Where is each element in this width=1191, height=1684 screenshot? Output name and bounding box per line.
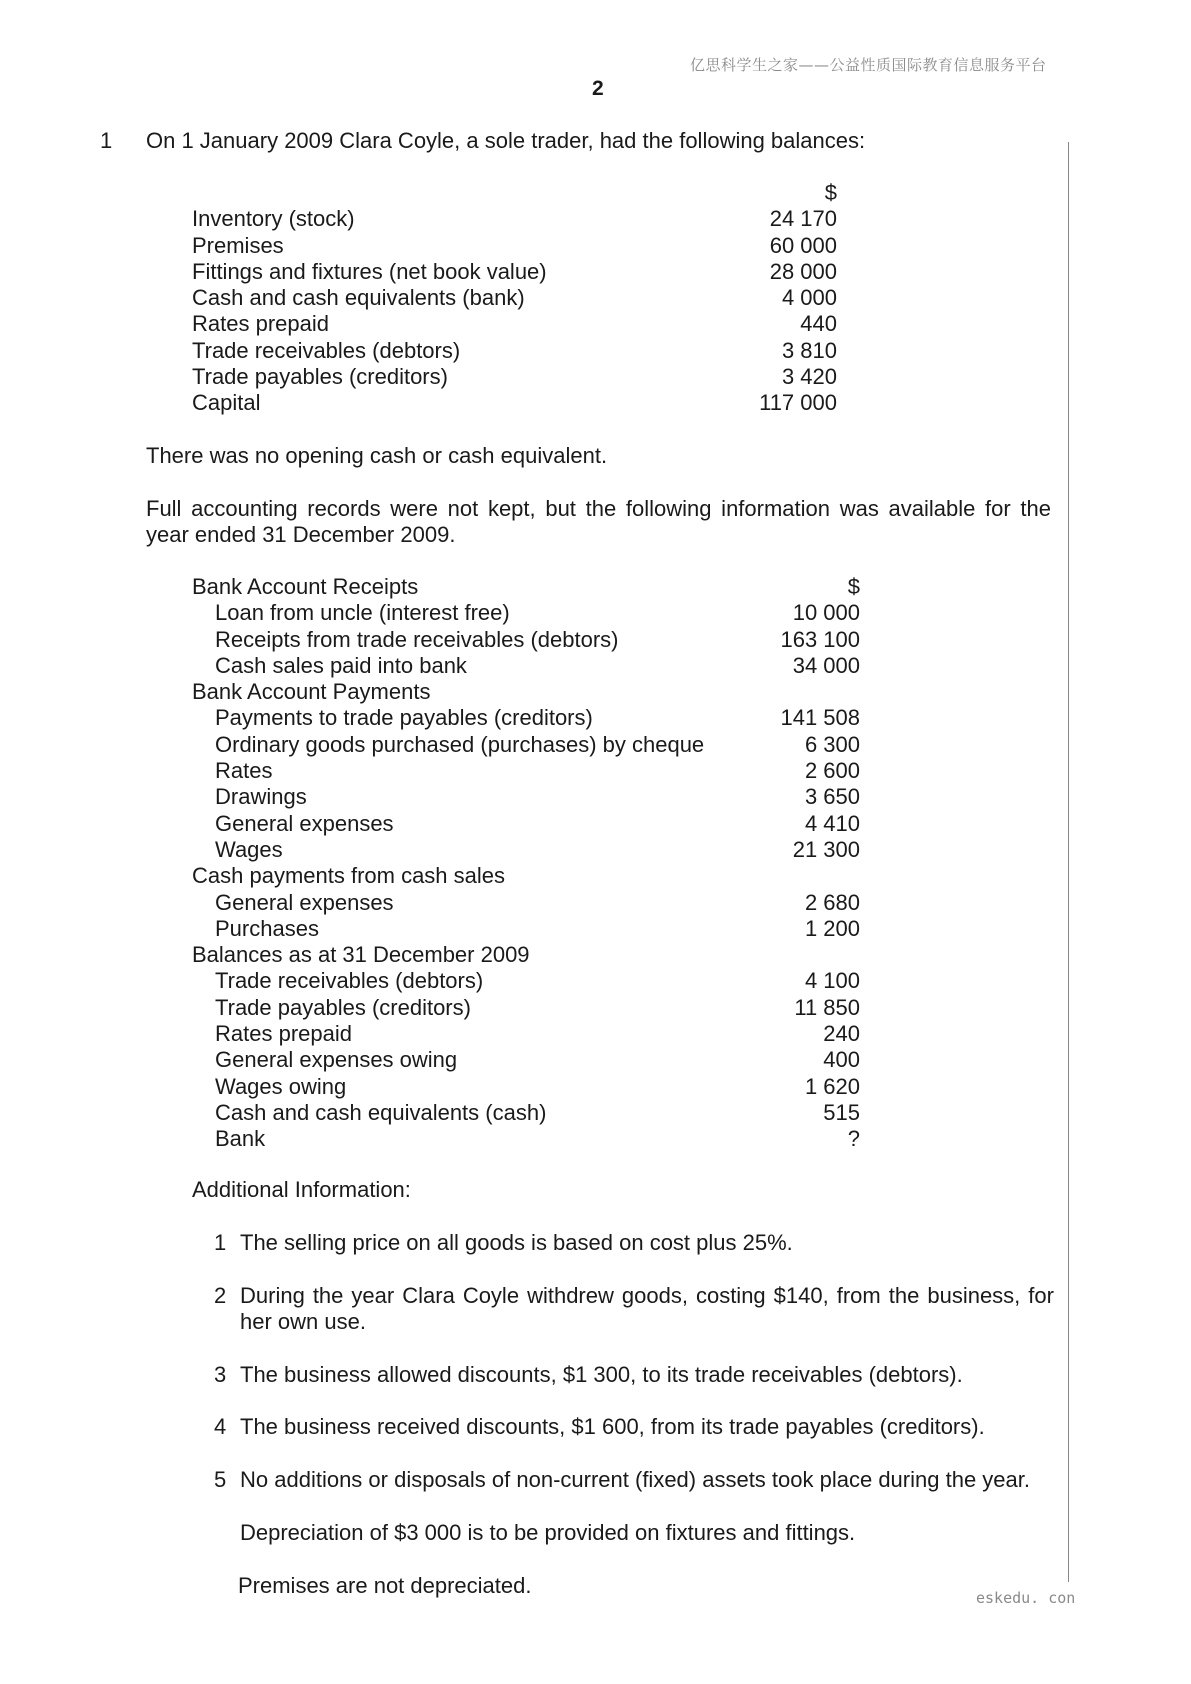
balance-row [192,338,837,364]
opening-balances-body [192,180,837,417]
item-label: Payments to trade payables (creditors) [215,705,593,731]
item-value: 2 680 [804,889,860,915]
question-intro: On 1 January 2009 Clara Coyle, a sole trader, had the following balances: [146,128,866,153]
balance-label: Trade payables (creditors) [192,364,448,390]
item-value: 6 300 [804,731,860,757]
balance-value: 117 000 [759,390,837,416]
item-value: 1 200 [804,915,860,941]
balance-label: Inventory (stock) [192,206,355,232]
note-number: 5 [214,1467,227,1492]
section-heading: Balances as at 31 December 2009 [192,942,530,968]
item-value: 141 508 [780,705,860,731]
year-information-table [192,574,860,1153]
heading-spacer [775,679,860,705]
item-row [192,995,860,1021]
balance-value: 28 000 [769,258,837,284]
item-label: Trade payables (creditors) [215,994,471,1020]
item-label: Loan from uncle (interest free) [215,600,510,626]
item-label: General expenses [215,810,394,836]
item-value: 11 850 [794,994,860,1020]
balance-label: Capital [192,390,261,416]
item-row [192,968,860,994]
item-label: Drawings [215,784,307,810]
currency-header-row [192,180,837,206]
balance-value: 24 170 [769,206,837,232]
item-row [192,916,860,942]
note-number: 3 [214,1362,227,1387]
note-text: During the year Clara Coyle withdrew goods, costing $140, from the business, for her own use. [240,1283,1054,1334]
item-row [192,1126,860,1152]
item-value: 3 650 [804,784,860,810]
balance-row [192,206,837,232]
no-opening-cash-text: There was no opening cash or cash equivalent. [146,443,608,468]
item-label: Ordinary goods purchased (purchases) by cheque [215,731,705,757]
item-row [192,758,860,784]
balance-row [192,311,837,337]
note-number: 2 [214,1283,227,1308]
item-row [192,1047,860,1073]
item-row [192,653,860,679]
note-depreciation-text: Depreciation of $3 000 is to be provided on fixtures and fittings. [240,1520,856,1545]
item-label: Rates prepaid [215,1021,352,1047]
balance-label: Cash and cash equivalents (bank) [192,285,525,311]
section-heading: Bank Account Receipts [192,574,419,599]
item-label: Bank [215,1126,266,1152]
opening-balances-table [192,180,837,417]
section-heading: Cash payments from cash sales [192,863,506,889]
currency-symbol: $ [824,180,837,205]
item-row [192,627,860,653]
section-heading-row [192,863,860,889]
balance-label: Fittings and fixtures (net book value) [192,258,547,284]
item-row [192,732,860,758]
header-spacer [192,180,752,206]
item-label: General expenses [215,889,394,915]
item-value: 515 [823,1099,860,1125]
balance-value: 3 810 [781,337,837,363]
balance-value: 4 000 [781,285,837,311]
item-row [192,1100,860,1126]
item-label: Receipts from trade receivables (debtors) [215,626,619,652]
note-premises-text: Premises are not depreciated. [238,1573,532,1598]
currency-symbol: $ [847,574,860,599]
balance-value: 60 000 [769,232,837,258]
note-text: The business received discounts, $1 600, from its trade payables (creditors). [240,1414,985,1439]
item-label: General expenses owing [215,1047,458,1073]
margin-rule [1068,142,1069,1582]
watermark-footer: eskedu. con [976,1589,1076,1607]
item-value: ? [847,1126,860,1152]
item-value: 21 300 [792,836,860,862]
item-value: 4 410 [804,810,860,836]
balance-row [192,390,837,416]
year-information-body [192,574,860,1153]
item-label: Cash sales paid into bank [215,652,467,678]
question-number: 1 [100,128,113,153]
balance-row [192,285,837,311]
item-row [192,811,860,837]
note-number: 4 [214,1414,227,1439]
item-value: 10 000 [792,600,860,626]
item-value: 163 100 [780,626,860,652]
section-heading-row [192,574,860,600]
item-label: Cash and cash equivalents (cash) [215,1099,547,1125]
balance-row [192,233,837,259]
item-row [192,600,860,626]
balance-value: 3 420 [781,364,837,390]
item-label: Rates [215,758,273,784]
item-row [192,705,860,731]
item-row [192,837,860,863]
item-value: 34 000 [792,652,860,678]
balance-label: Trade receivables (debtors) [192,337,461,363]
item-row [192,784,860,810]
watermark-header: 亿思科学生之家——公益性质国际教育信息服务平台 [690,56,1047,74]
full-records-text: Full accounting records were not kept, but the following information was available for the year ended 31 December 2009. [146,496,1051,547]
heading-spacer [775,863,860,889]
note-number: 1 [214,1230,227,1255]
additional-information-heading: Additional Information: [192,1177,411,1202]
balance-value: 440 [800,311,837,337]
note-text: The selling price on all goods is based on cost plus 25%. [240,1230,793,1255]
item-label: Purchases [215,915,319,941]
item-row [192,1021,860,1047]
item-value: 400 [823,1047,860,1073]
note-text: No additions or disposals of non-current (fixed) assets took place during the year. [240,1467,1030,1492]
page-number: 2 [592,77,604,100]
item-label: Wages [215,836,283,862]
balance-row [192,364,837,390]
balance-row [192,259,837,285]
item-value: 4 100 [804,968,860,994]
item-row [192,890,860,916]
item-value: 1 620 [804,1073,860,1099]
note-text: The business allowed discounts, $1 300, to its trade receivables (debtors). [240,1362,963,1387]
item-label: Wages owing [215,1073,347,1099]
section-heading-row [192,679,860,705]
balance-label: Rates prepaid [192,311,329,337]
heading-spacer [775,942,860,968]
section-heading-row [192,942,860,968]
section-heading: Bank Account Payments [192,679,431,705]
balance-label: Premises [192,232,284,258]
item-value: 240 [823,1021,860,1047]
item-row [192,1074,860,1100]
item-value: 2 600 [804,758,860,784]
item-label: Trade receivables (debtors) [215,968,484,994]
